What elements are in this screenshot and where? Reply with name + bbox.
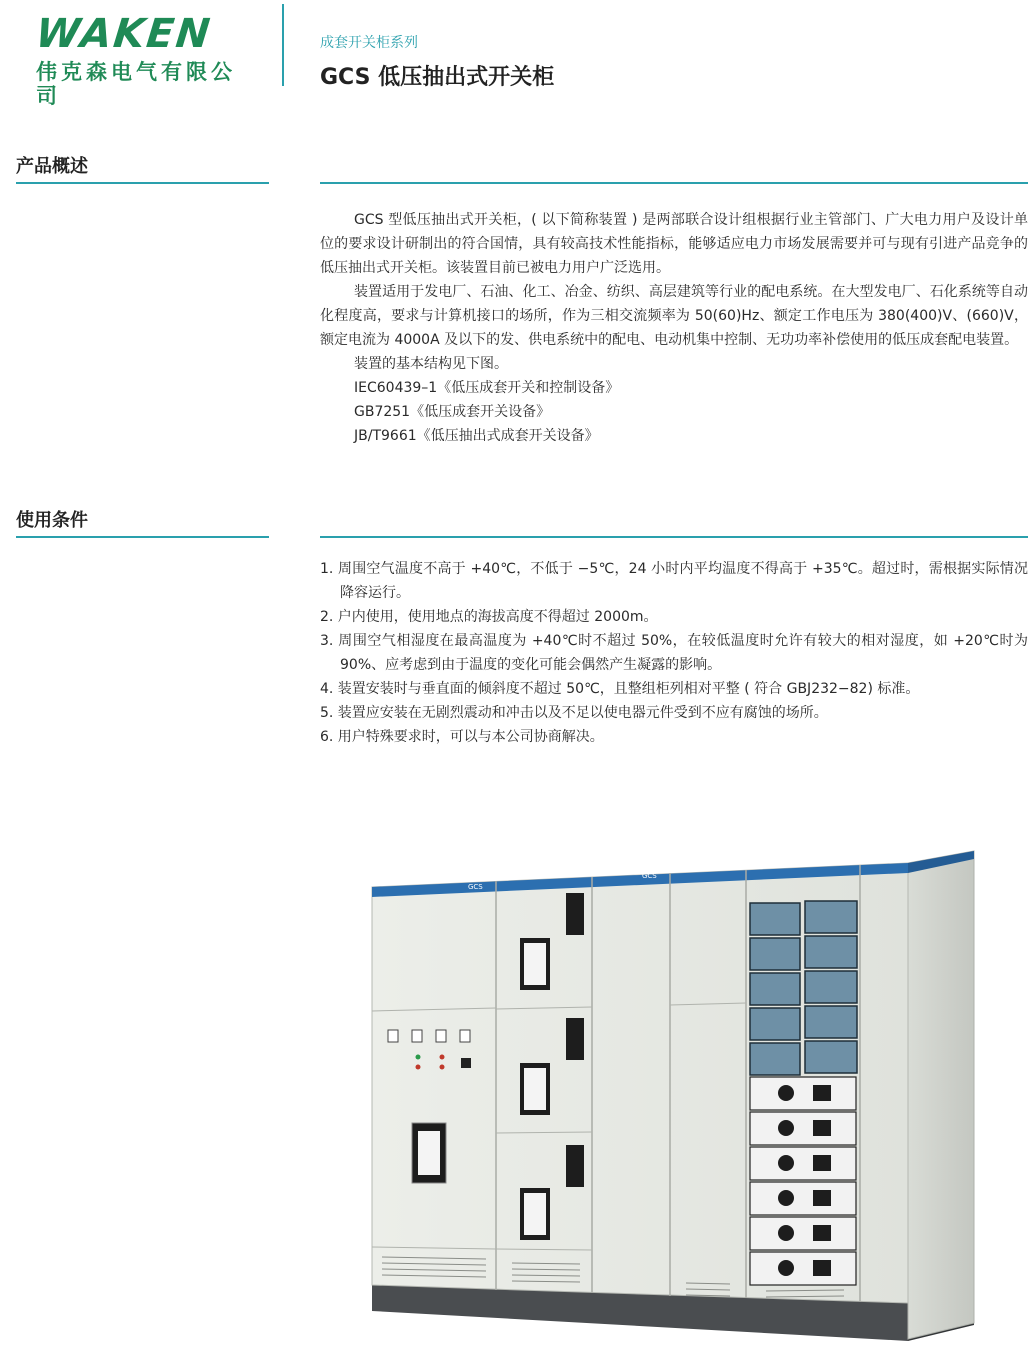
overview-heading: 产品概述 <box>16 156 88 177</box>
company-logo <box>33 11 258 108</box>
conditions-rule-left <box>16 536 269 538</box>
conditions-heading: 使用条件 <box>16 510 88 531</box>
logo-wordmark: WAKEN <box>33 11 214 57</box>
standard-item: IEC60439–1《低压成套开关和控制设备》 <box>354 380 620 396</box>
condition-item: 4. 装置安装时与垂直面的倾斜度不超过 50℃，且整组柜列相对平整 ( 符合 GBJ232−82) 标准。 <box>320 681 920 697</box>
overview-rule-right <box>320 182 1028 184</box>
overview-paragraph: 装置适用于发电厂、石油、化工、冶金、纺织、高层建筑等行业的配电系统。在大型发电厂、石化系统等自动化程度高，要求与计算机接口的场所，作为三相交流频率为 50(60)Hz、额定工作电压为 380(400)V、(660)V，额定电流为 4000A 及以下的发、供电系统中的配电、电动机集中控制、无功功率补偿使用的低压成套配电装置。 <box>320 284 1028 348</box>
nameplate-gcs: GCS <box>880 853 895 861</box>
nameplate-gcs: GCS <box>468 883 483 891</box>
page-title: GCS 低压抽出式开关柜 <box>320 65 555 90</box>
condition-item: 2. 户内使用，使用地点的海拔高度不得超过 2000m。 <box>320 609 658 625</box>
series-label: 成套开关柜系列 <box>320 35 418 51</box>
conditions-list <box>320 557 1028 749</box>
overview-rule-left <box>16 182 269 184</box>
nameplate-gcs: GCS <box>642 872 657 880</box>
header-divider <box>282 4 284 86</box>
switchgear-cabinet-image <box>368 845 980 1345</box>
structure-note: 装置的基本结构见下图。 <box>354 356 508 372</box>
overview-body <box>320 208 1028 448</box>
condition-item: 6. 用户特殊要求时，可以与本公司协商解决。 <box>320 729 604 745</box>
condition-item: 5. 装置应安装在无剧烈震动和冲击以及不足以使电器元件受到不应有腐蚀的场所。 <box>320 705 828 721</box>
condition-item: 1. 周围空气温度不高于 +40℃，不低于 −5℃，24 小时内平均温度不得高于 +35℃。超过时，需根据实际情况降容运行。 <box>320 561 1028 601</box>
standard-item: GB7251《低压成套开关设备》 <box>354 404 551 420</box>
conditions-rule-right <box>320 536 1028 538</box>
overview-paragraph: GCS 型低压抽出式开关柜，( 以下简称装置 ) 是两部联合设计组根据行业主管部门、广大电力用户及设计单位的要求设计研制出的符合国情，具有较高技术性能指标，能够适应电力市场发展需要并可与现有引进产品竞争的低压抽出式开关柜。该装置目前已被电力用户广泛选用。 <box>320 212 1028 276</box>
standard-item: JB/T9661《低压抽出式成套开关设备》 <box>354 428 599 444</box>
company-name: 伟克森电气有限公司 <box>36 59 236 108</box>
condition-item: 3. 周围空气相湿度在最高温度为 +40℃时不超过 50%，在较低温度时允许有较大的相对湿度，如 +20℃时为 90%、应考虑到由于温度的变化可能会偶然产生凝露的影响。 <box>320 633 1028 673</box>
